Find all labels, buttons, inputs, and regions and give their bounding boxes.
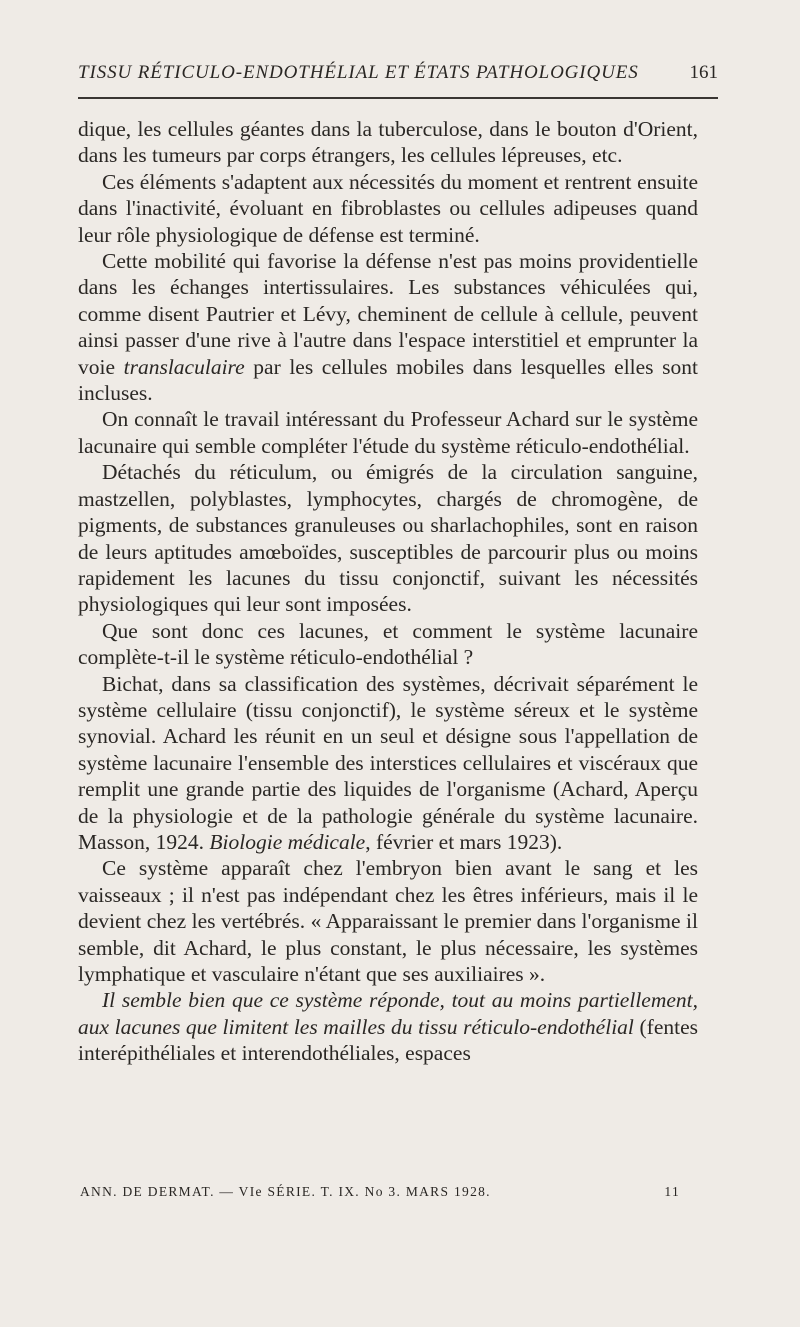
paragraph-7-text-a: Bichat, dans sa classification des systèmes, décrivait séparément le système cellulaire (tissu conjonctif), le système séreux et le système synovial. Achard les réunit en un seul et désigne sous l'appellation de système lacunaire l'ensemble des interstices cellulaires et viscéraux que remplit une grande partie des liquides de l'organisme (Achard, Aperçu de la physiologie et de la pathologie générale du système lacunaire. Masson, 1924. (78, 671, 698, 854)
paragraph-9 (78, 987, 698, 1066)
paragraph-1: dique, les cellules géantes dans la tuberculose, dans le bouton d'Orient, dans les tumeurs par corps étrangers, les cellules lépreuses, etc. (78, 117, 698, 168)
sheet-number: 11 (664, 1184, 680, 1199)
page-number: 161 (689, 62, 718, 83)
paragraph-3-italic-term: translaculaire (123, 354, 245, 379)
paragraph-7-text-b: , février et mars 1923). (365, 829, 563, 854)
header-rule (78, 97, 718, 99)
paragraph-8: Ce système apparaît chez l'embryon bien avant le sang et les vaisseaux ; il n'est pas indépendant chez les êtres inférieurs, mais il le devient chez les vertébrés. « Apparaissant le premier dans l'organisme il semble, dit Achard, le plus constant, le plus nécessaire, les systèmes lymphatique et vasculaire n'étant que ses auxiliaires ». (78, 856, 698, 986)
paragraph-3 (78, 248, 698, 406)
paragraph-5: Détachés du réticulum, ou émigrés de la circulation sanguine, mastzellen, polyblastes, lymphocytes, chargés de chromogène, de pigments, de substances granuleuses ou sharlachophiles, sont en raison de leurs aptitudes amœboïdes, susceptibles de parcourir plus ou moins rapidement les lacunes du tissu conjonctif, suivant les nécessités physiologiques qui leur sont imposées. (78, 460, 698, 617)
paragraph-7 (78, 671, 698, 856)
body-text (78, 116, 698, 1067)
journal-reference: ANN. DE DERMAT. — VIe SÉRIE. T. IX. No 3. MARS 1928. (80, 1184, 491, 1199)
paragraph-4: On connaît le travail intéressant du Professeur Achard sur le système lacunaire qui semble compléter l'étude du système réticulo-endothélial. (78, 407, 698, 458)
paragraph-6: Que sont donc ces lacunes, et comment le système lacunaire complète-t-il le système réticulo-endothélial ? (78, 618, 698, 670)
paragraph-9-italic-text: Il semble bien que ce système réponde, tout au moins partiellement, aux lacunes que limitent les mailles du tissu réticulo-endothélial (78, 988, 698, 1039)
page-footer (80, 1184, 680, 1200)
paragraph-7-journal-title: Biologie médicale (209, 829, 366, 854)
paragraph-9-text-b: (fentes interépithéliales et interendothéliales, espaces (78, 1014, 698, 1066)
paragraph-2: Ces éléments s'adaptent aux nécessités du moment et rentrent ensuite dans l'inactivité, évoluant en fibroblastes ou cellules adipeuses quand leur rôle physiologique de défense est terminé. (78, 169, 698, 247)
running-header (78, 62, 718, 84)
paragraph-3-text-b: par les cellules mobiles dans lesquelles elles sont incluses. (78, 354, 698, 406)
paragraph-3-text-a: Cette mobilité qui favorise la défense n'est pas moins providentielle dans les échanges intertissulaires. Les substances véhiculées qui, comme disent Pautrier et Lévy, cheminent de cellule à cellule, peuvent ainsi passer d'une rive à l'autre dans l'espace interstitiel et emprunter la voie (78, 249, 698, 379)
running-title: TISSU RÉTICULO-ENDOTHÉLIAL ET ÉTATS PATHOLOGIQUES (78, 62, 639, 83)
